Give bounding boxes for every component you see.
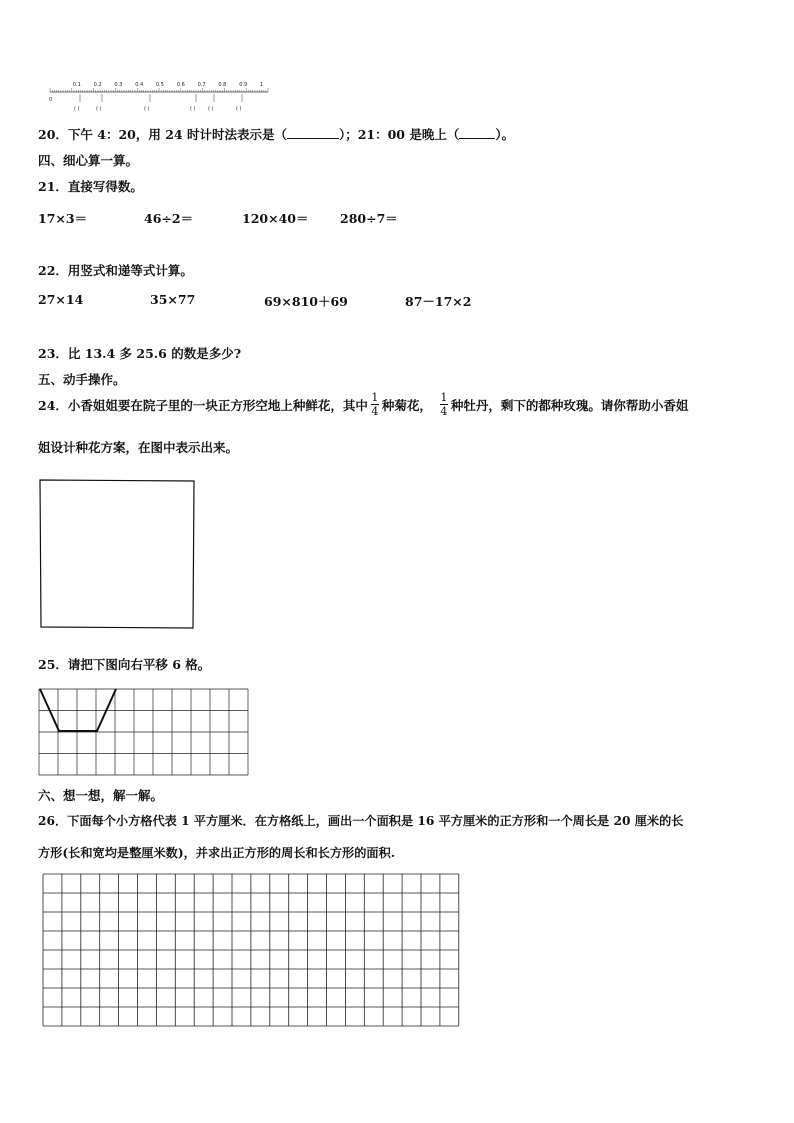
number-line-blank[interactable]: ( ) [190, 106, 196, 112]
question-26-line-1: 26．下面每个小方格代表 1 平方厘米．在方格纸上，画出一个面积是 16 平方厘米的正方形和一个周长是 20 厘米的长 [38, 814, 684, 828]
number-line-figure [46, 80, 276, 112]
q24-fraction-1 [371, 392, 379, 417]
q25-trapezoid [40, 689, 116, 731]
number-line-label: 0.7 [197, 82, 206, 88]
question-24-line-1 [38, 392, 688, 417]
q21-expr-4: 280÷7＝ [340, 211, 398, 226]
section-5-title: 五、动手操作。 [38, 372, 126, 387]
q24-square-figure [38, 478, 198, 630]
q20-blank-1[interactable] [287, 127, 339, 139]
q21-expr-2: 46÷2＝ [144, 211, 194, 226]
q24-text-c: 种牡丹，剩下的都种玫瑰。请你帮助小香姐 [450, 397, 689, 413]
q22-expr-3: 69×810＋69 [264, 294, 348, 309]
q25-grid-figure [38, 688, 250, 778]
number-line-label: 0.6 [176, 82, 185, 88]
q24-fraction-2 [440, 392, 448, 417]
question-24-line-2: 姐设计种花方案，在图中表示出来。 [38, 440, 239, 455]
number-line-label: 0.8 [218, 82, 227, 88]
number-line-blank[interactable]: ( ) [208, 106, 214, 112]
q24-frac1-den: 4 [371, 405, 379, 418]
number-line-blank[interactable]: ( ) [74, 106, 80, 112]
q22-expr-1: 27×14 [38, 292, 84, 307]
q24-frac2-den: 4 [440, 405, 448, 418]
q24-text-b: 种菊花， [381, 397, 432, 413]
q20-text-a2: 下午 4：20，用 24 时计时法表示是（ [67, 127, 287, 142]
number-line-label: 1 [260, 82, 264, 88]
question-25: 25．请把下图向右平移 6 格。 [38, 657, 211, 672]
question-26-line-2: 方形(长和宽均是整厘米数)，并求出正方形的周长和长方形的面积. [38, 846, 396, 860]
number-line-label: 0.5 [156, 82, 164, 88]
question-23: 23．比 13.4 多 25.6 的数是多少? [38, 346, 242, 361]
number-line-blank[interactable]: ( ) [144, 106, 150, 112]
q20-blank-2[interactable] [459, 127, 495, 139]
number-line-label: 0.1 [72, 82, 81, 88]
q20-text-a: 20． [38, 127, 68, 142]
q26-grid-figure [42, 873, 462, 1029]
q22-expr-4: 87－17×2 [405, 294, 472, 309]
number-line-label: 0.3 [114, 82, 123, 88]
q24-text-a: 24．小香姐姐要在院子里的一块正方形空地上种鲜花，其中 [38, 397, 368, 413]
q24-frac2-num: 1 [440, 391, 448, 404]
q21-expr-1: 17×3＝ [38, 211, 88, 226]
q21-expr-3: 120×40＝ [242, 211, 309, 226]
section-6-title: 六、想一想，解一解。 [38, 788, 164, 803]
number-line-label: 0.9 [239, 82, 248, 88]
number-line-origin: 0 [49, 97, 53, 103]
number-line-blank[interactable]: ( ) [236, 106, 242, 112]
q20-text-b: ）；21：00 是晚上（ [338, 127, 460, 142]
section-4-title: 四、细心算一算。 [38, 153, 139, 168]
number-line-blank[interactable]: ( ) [96, 106, 102, 112]
q20-text-c: ）。 [495, 127, 515, 142]
question-22-title: 22．用竖式和递等式计算。 [38, 263, 193, 278]
q22-expr-2: 35×77 [150, 292, 196, 307]
question-20 [38, 125, 514, 143]
number-line-label: 0.4 [135, 82, 144, 88]
q24-frac1-num: 1 [371, 391, 379, 404]
question-21-title: 21．直接写得数。 [38, 179, 143, 194]
number-line-label: 0.2 [93, 82, 102, 88]
